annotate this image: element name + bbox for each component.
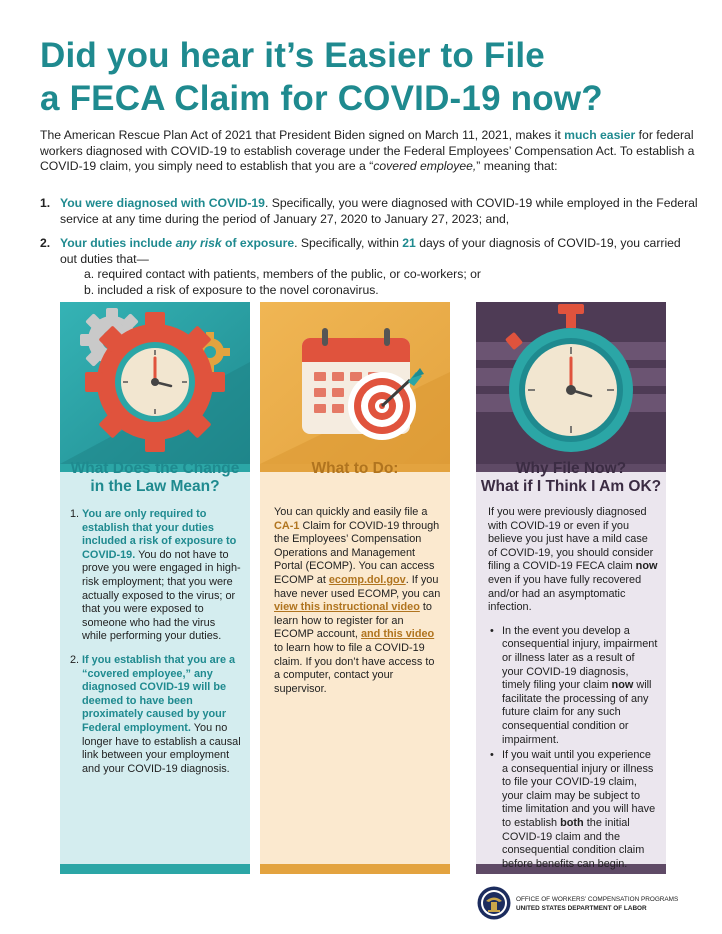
change-item-1-bold: You are only required to establish that your duties included a risk of exposure to COVID-19.	[82, 508, 237, 561]
why-b2-a: If you wait until you experience a consequential injury or illness to file your COVID-19 claim, your claim may be subject to time limitation and you will have to establish	[502, 749, 656, 830]
requirements-list	[40, 196, 700, 307]
column-change-heading-line-2: in the Law Mean?	[90, 478, 220, 495]
requirement-1-number: 1.	[40, 196, 51, 210]
why-p1-now: now	[635, 560, 658, 573]
intro-text-2: for federal workers diagnosed with COVID-19 to establish coverage under the Federal Employees’ Compensation Act. To establish a COVID-19 claim, you simply need to establish that you are a “	[40, 128, 695, 173]
todo-text-2: Claim for COVID-19 through the Employees’ Compensation Operations and Management Portal (ECOMP). You can access ECOMP at	[274, 519, 440, 586]
ecomp-link[interactable]: ecomp.dol.gov	[328, 573, 406, 586]
why-bullet-1-mark: •	[490, 624, 494, 637]
why-paragraph	[488, 506, 658, 615]
stopwatch-icon	[476, 302, 666, 464]
todo-text-5: to learn how to file a COVID-19 claim. If you don’t have access to a computer, contact your supervisor.	[274, 641, 435, 695]
change-item-2-text: You no longer have to establish a causal link between your employment and your COVID-19 diagnosis.	[82, 721, 241, 775]
title-line-1: Did you hear it’s Easier to File	[40, 36, 545, 75]
intro-text-1: The American Rescue Plan Act of 2021 that President Biden signed on March 11, 2021, makes it	[40, 128, 565, 142]
why-bullet-2	[488, 749, 658, 871]
why-bullet-2-mark: •	[490, 749, 494, 762]
column-change-heading-line-1: What Does the Change	[70, 460, 240, 477]
intro-italic: covered employee,	[373, 159, 477, 173]
why-b1-now: now	[611, 679, 634, 692]
change-item-1	[70, 508, 242, 644]
requirement-2-lead-b: of exposure	[221, 236, 295, 250]
gears-clock-icon	[60, 302, 250, 464]
requirement-1-text: . Specifically, you were diagnosed with COVID-19 while employed in the Federal service at any time during the period of January 27, 2020 to January 27, 2023; and,	[60, 196, 698, 226]
agency-department: UNITED STATES DEPARTMENT OF LABOR	[516, 905, 647, 912]
column-why	[476, 302, 666, 874]
requirement-2-text-b: days of your diagnosis of COVID-19, you carried out duties that—	[60, 236, 681, 266]
requirement-2-lead-a: Your duties include	[60, 236, 176, 250]
why-p1-a: If you were previously diagnosed with COVID-19 or even if you believe you just have a mild case of COVID-19, you should consider filing a COVID-19 FECA claim	[488, 506, 654, 573]
change-item-1-number: 1.	[70, 508, 80, 520]
requirement-2-sub-b: b. included a risk of exposure to the novel coronavirus.	[84, 282, 379, 297]
requirement-2-number: 2.	[40, 236, 51, 250]
requirement-2-days: 21	[402, 236, 416, 250]
requirement-1	[40, 196, 700, 227]
column-why-heading-line-2: What if I Think I Am OK?	[480, 478, 662, 495]
why-bullet-1	[488, 625, 658, 747]
change-item-2-bold: If you establish that you are a “covered employee,” any diagnosed COVID-19 will be deemed to have been proximately caused by your Federal employment.	[82, 653, 236, 734]
column-todo-text	[274, 506, 442, 696]
why-b1-b: will facilitate the processing of any future claim for any such consequential condition or impairment.	[502, 679, 652, 746]
change-item-2	[70, 654, 242, 776]
requirement-1-lead: You were diagnosed with COVID-19	[60, 196, 265, 210]
why-p1-b: even if you have fully recovered and/or had an asymptomatic infection.	[488, 573, 642, 614]
calendar-target-illustration	[260, 302, 450, 464]
calendar-target-icon	[260, 302, 450, 464]
column-why-text	[488, 506, 658, 871]
instructional-video-link[interactable]: view this instructional video	[274, 601, 420, 614]
requirement-2-lead-italic: any risk	[175, 236, 222, 250]
column-change-list	[70, 508, 242, 786]
why-b2-b: the initial COVID-19 claim and the consequential condition claim before benefits can begin.	[502, 817, 645, 870]
change-item-1-text: You do not have to prove you were engaged in high-risk employment; that you were actually exposed to the virus; or that you were exposed to someone who had the virus while performing your duties.	[82, 548, 241, 643]
change-item-2-number: 2.	[70, 653, 80, 666]
second-video-link[interactable]: and this video	[360, 628, 435, 641]
why-b2-both: both	[560, 817, 584, 830]
stopwatch-gears-illustration	[60, 302, 250, 464]
why-b1-a: In the event you develop a consequential injury, impairment or illness later as a result of your COVID-19 diagnosis, timely filing your claim	[502, 624, 658, 692]
agency-office: OFFICE OF WORKERS’ COMPENSATION PROGRAMS	[516, 896, 679, 903]
column-why-heading-line-1: Why File Now?	[515, 460, 627, 477]
column-why-heading	[476, 460, 666, 496]
agency-block	[516, 895, 678, 913]
column-change-footer-bar	[60, 864, 250, 874]
page-title	[40, 34, 700, 120]
intro-paragraph	[40, 128, 695, 175]
todo-text-4: to learn how to register for an ECOMP account,	[274, 601, 432, 641]
requirement-2-text-a: . Specifically, within	[294, 236, 403, 250]
column-todo	[260, 302, 450, 874]
todo-text-1: You can quickly and easily file a	[274, 506, 428, 518]
todo-text-3: . If you have never used ECOMP, you can	[274, 573, 441, 600]
todo-form-ca1: CA-1	[274, 519, 300, 532]
intro-highlight: much easier	[564, 128, 636, 142]
requirement-2	[40, 236, 700, 298]
requirement-2-sub-a: a. required contact with patients, members of the public, or co-workers; or	[84, 267, 481, 281]
column-todo-heading: What to Do:	[311, 460, 399, 477]
dol-seal-icon	[477, 886, 511, 920]
column-todo-footer-bar	[260, 864, 450, 874]
stopwatch-illustration	[476, 302, 666, 464]
column-change	[60, 302, 250, 874]
intro-text-3: ” meaning that:	[476, 159, 558, 173]
title-line-2: a FECA Claim for COVID-19 now?	[40, 79, 603, 118]
column-change-heading	[60, 460, 250, 496]
